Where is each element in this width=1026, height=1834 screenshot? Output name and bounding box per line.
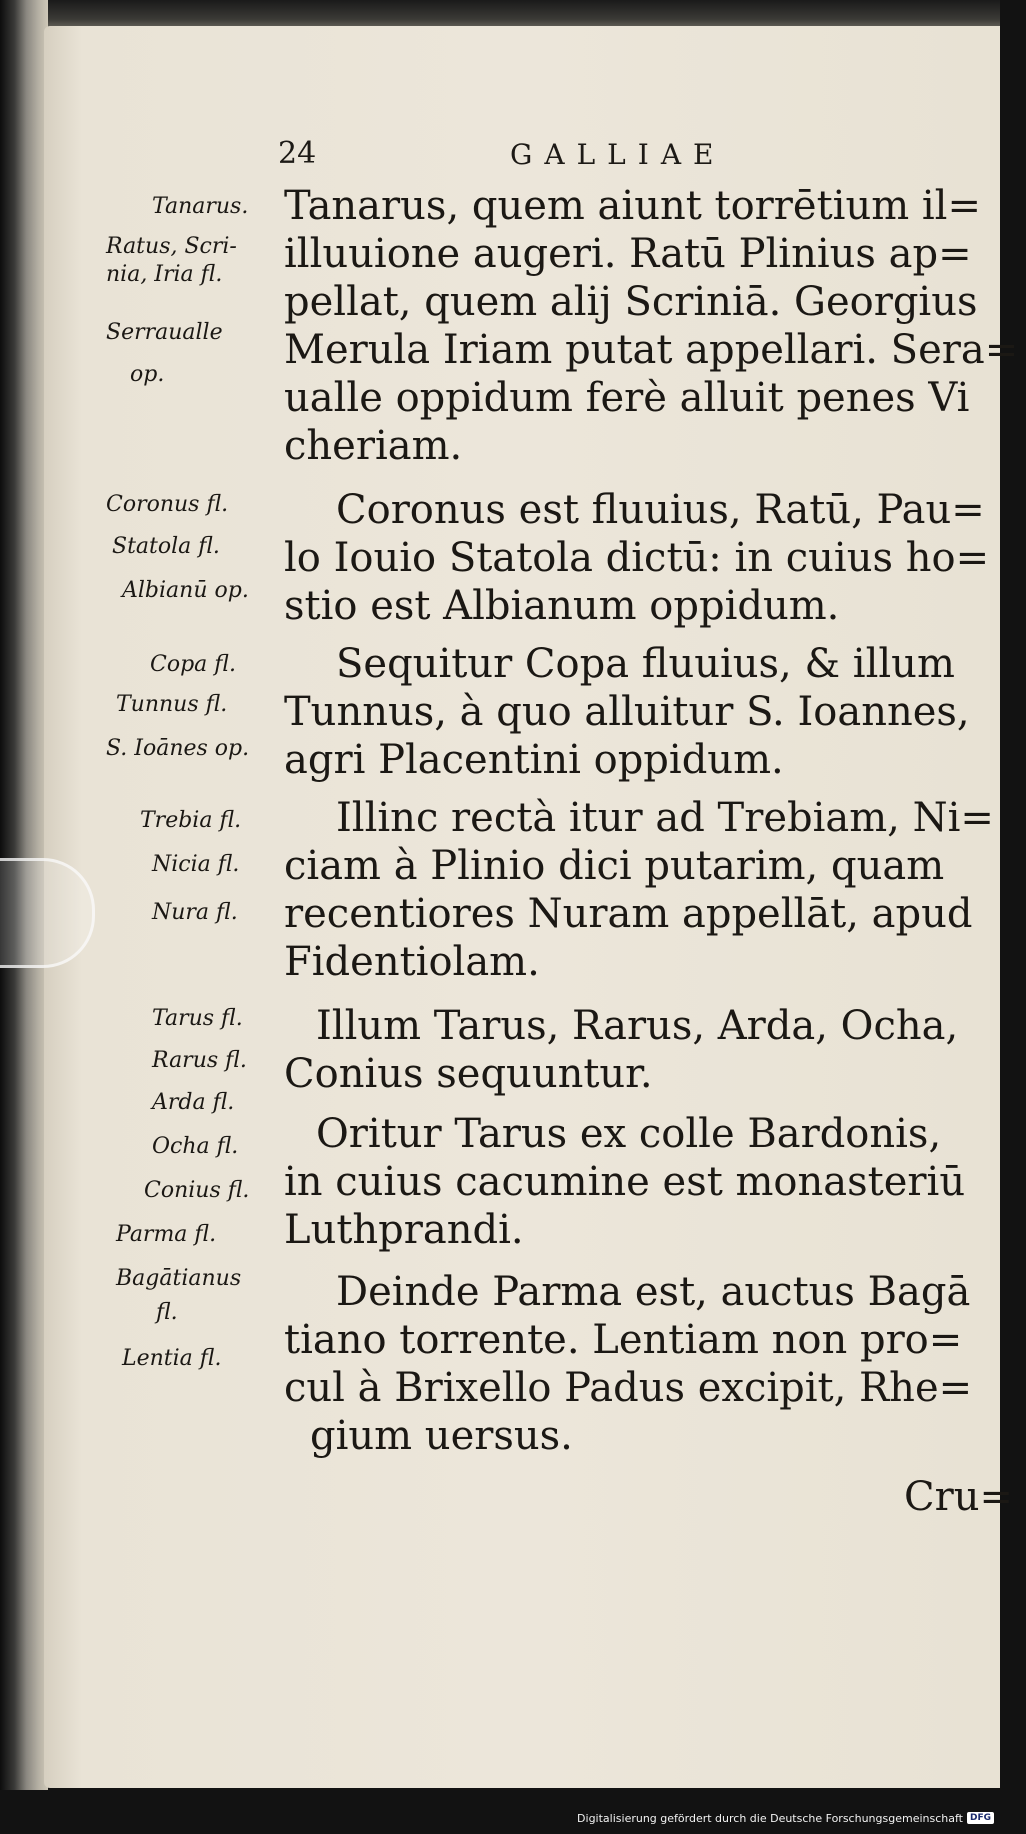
text-line: Illinc rectà itur ad Trebiam, Ni= [336,795,994,841]
margin-note: Trebia fl. [140,808,242,833]
page-number: 24 [278,136,317,171]
text-line: stio est Albianum oppidum. [284,583,840,629]
margin-note: Albianū op. [122,578,249,603]
margin-note: Parma fl. [116,1222,217,1247]
text-line: agri Placentini oppidum. [284,737,784,783]
margin-note: Bagātianus [116,1266,242,1291]
dfg-logo: DFG [967,1812,994,1824]
text-line: Illum Tarus, Rarus, Arda, Ocha, [316,1003,959,1049]
text-line: gium uersus. [310,1413,573,1459]
margin-note: Lentia fl. [122,1346,222,1371]
page-header [0,136,1000,176]
text-line: ciam à Plinio dici putarim, quam [284,843,945,889]
running-head: GALLIAE [510,138,726,171]
margin-note: Tanarus. [152,194,249,219]
text-line: Tanarus, quem aiunt torrētium il= [284,183,981,229]
text-line: Fidentiolam. [284,939,540,985]
text-line: cul à Brixello Padus excipit, Rhe= [284,1365,973,1411]
credit-text: Digitalisierung gefördert durch die Deutsche Forschungsgemeinschaft [577,1811,963,1825]
margin-note: Arda fl. [152,1090,235,1115]
text-line: Conius sequuntur. [284,1051,653,1097]
margin-note: Ocha fl. [152,1134,239,1159]
text-line: Deinde Parma est, auctus Bagā [336,1269,971,1315]
margin-note: Tarus fl. [152,1006,243,1031]
margin-note: fl. [156,1300,178,1325]
text-line: pellat, quem alij Scriniā. Georgius [284,279,978,325]
margin-note: Ratus, Scri- [106,234,237,259]
text-line: Merula Iriam putat appellari. Sera= [284,327,1019,373]
text-line: tiano torrente. Lentiam non pro= [284,1317,963,1363]
margin-note: Statola fl. [112,534,220,559]
margin-note: Nicia fl. [152,852,240,877]
catchword: Cru= [904,1474,1014,1520]
margin-note: op. [130,362,165,387]
text-line: Oritur Tarus ex colle Bardonis, [316,1111,942,1157]
text-line: recentiores Nuram appellāt, apud [284,891,973,937]
margin-note: Tunnus fl. [116,692,228,717]
text-line: in cuius cacumine est monasteriū [284,1159,966,1205]
text-line: Tunnus, à quo alluitur S. Ioannes, [284,689,970,735]
margin-note: Serraualle [106,320,223,345]
text-line: Coronus est fluuius, Ratū, Pau= [336,487,985,533]
text-line: Luthprandi. [284,1207,524,1253]
margin-note: Conius fl. [144,1178,250,1203]
page-clip [0,858,95,968]
text-line: lo Iouio Statola dictū: in cuius ho= [284,535,990,581]
margin-note: Copa fl. [150,652,236,677]
margin-note: S. Ioānes op. [106,736,250,761]
margin-note: Coronus fl. [106,492,229,517]
text-line: Sequitur Copa fluuius, & illum [336,641,955,687]
text-line: illuuione augeri. Ratū Plinius ap= [284,231,972,277]
margin-note: nia, Iria fl. [106,262,223,287]
digitization-credit [577,1808,994,1828]
margin-note: Nura fl. [152,900,238,925]
text-line: ualle oppidum ferè alluit penes Vi [284,375,970,421]
text-line: cheriam. [284,423,463,469]
margin-note: Rarus fl. [152,1048,247,1073]
